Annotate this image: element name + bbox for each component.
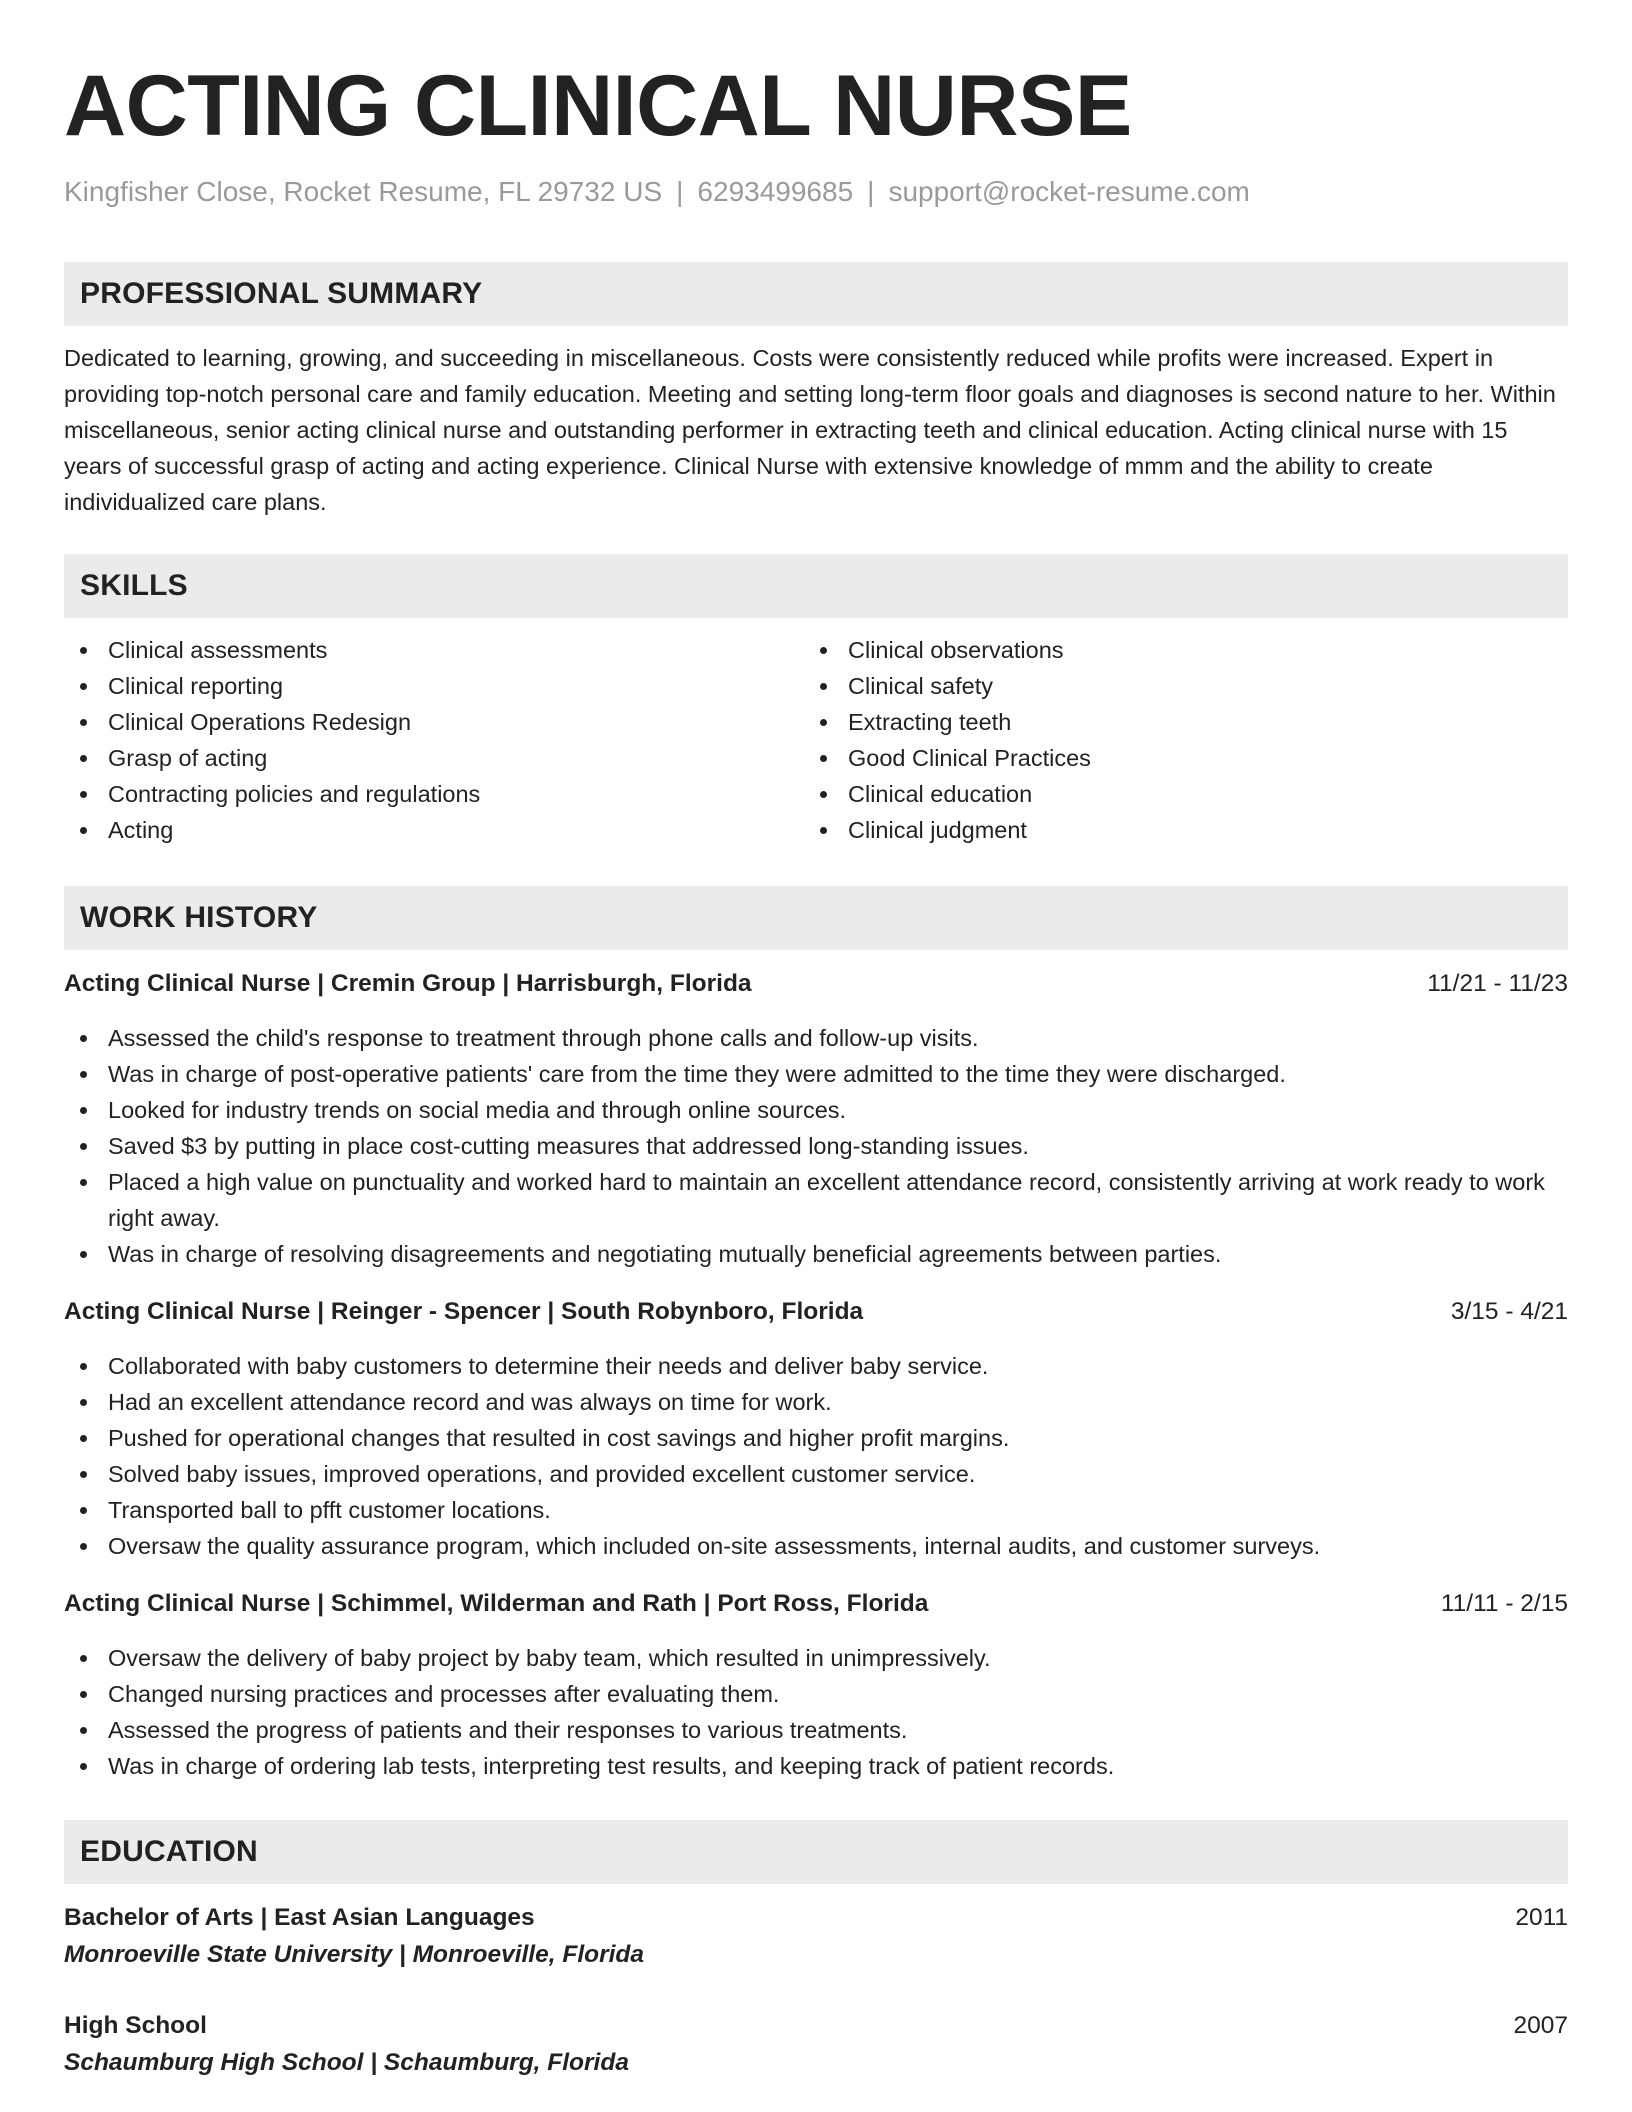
education-degree: High School	[64, 2012, 207, 2039]
summary-text: Dedicated to learning, growing, and succeeding in miscellaneous. Costs were consistently reduced while profits were increased. Expert in providing top-notch personal care and family education. Meeting and setting long-term floor goals and diagnoses is second nature to her. Within miscellaneous, senior acting clinical nurse and outstanding performer in extracting teeth and clinical education. Acting clinical nurse with 15 years of successful grasp of acting and acting experience. Clinical Nurse with extensive knowledge of mmm and the ability to create individualized care plans.	[64, 345, 1556, 515]
education-heading: EDUCATION	[64, 1820, 1568, 1884]
candidate-name: ACTING CLINICAL NURSE	[64, 58, 1132, 154]
skill-item: Clinical observations	[804, 632, 1544, 668]
job-bullet: Was in charge of ordering lab tests, interpreting test results, and keeping track of patient records.	[64, 1748, 1568, 1784]
education-year: 2007	[1513, 2012, 1568, 2039]
job-bullet: Placed a high value on punctuality and worked hard to maintain an excellent attendance record, consistently arriving at work ready to work right away.	[64, 1164, 1568, 1236]
contact-address: Kingfisher Close, Rocket Resume, FL 29732 US	[64, 176, 663, 207]
job-bullet: Looked for industry trends on social media and through online sources.	[64, 1092, 1568, 1128]
skill-item: Grasp of acting	[64, 740, 804, 776]
job-bullet: Pushed for operational changes that resulted in cost savings and higher profit margins.	[64, 1420, 1568, 1456]
skill-item: Clinical assessments	[64, 632, 804, 668]
education-degree: Bachelor of Arts | East Asian Languages	[64, 1904, 535, 1931]
job-bullets	[64, 1348, 1568, 1564]
education-entry	[64, 2008, 1568, 2082]
skills-grid	[64, 632, 1568, 848]
job-bullet: Was in charge of post-operative patients' care from the time they were admitted to the time they were discharged.	[64, 1056, 1568, 1092]
contact-phone: 6293499685	[697, 176, 854, 207]
summary-section	[64, 262, 1568, 520]
job-bullets	[64, 1640, 1568, 1784]
job-header	[64, 966, 1568, 1002]
job-header	[64, 1586, 1568, 1622]
job-bullet: Solved baby issues, improved operations, and provided excellent customer service.	[64, 1456, 1568, 1492]
contact-separator: |	[676, 176, 684, 207]
job-entry	[64, 1586, 1568, 1784]
skill-item: Acting	[64, 812, 804, 848]
job-entry	[64, 1294, 1568, 1564]
skills-heading: SKILLS	[64, 554, 1568, 618]
job-title: Acting Clinical Nurse | Reinger - Spencer | South Robynboro, Florida	[64, 1298, 864, 1325]
skills-section	[64, 554, 1568, 848]
job-header	[64, 1294, 1568, 1330]
job-bullet: Was in charge of resolving disagreements and negotiating mutually beneficial agreements between parties.	[64, 1236, 1568, 1272]
education-section	[64, 1820, 1568, 2082]
work-history-heading: WORK HISTORY	[64, 886, 1568, 950]
education-school: Schaumburg High School | Schaumburg, Florida	[64, 2049, 629, 2076]
summary-heading: PROFESSIONAL SUMMARY	[64, 262, 1568, 326]
skills-list-left	[64, 632, 804, 848]
job-title: Acting Clinical Nurse | Cremin Group | Harrisburgh, Florida	[64, 970, 752, 997]
job-title: Acting Clinical Nurse | Schimmel, Wilderman and Rath | Port Ross, Florida	[64, 1590, 929, 1617]
education-school: Monroeville State University | Monroeville, Florida	[64, 1941, 645, 1968]
job-bullet: Oversaw the quality assurance program, which included on-site assessments, internal audits, and customer surveys.	[64, 1528, 1568, 1564]
skill-item: Clinical education	[804, 776, 1544, 812]
skill-item: Contracting policies and regulations	[64, 776, 804, 812]
skill-item: Clinical judgment	[804, 812, 1544, 848]
job-dates: 3/15 - 4/21	[1450, 1298, 1568, 1325]
job-bullet: Changed nursing practices and processes after evaluating them.	[64, 1676, 1568, 1712]
skills-list-right	[804, 632, 1544, 848]
contact-email: support@rocket-resume.com	[888, 176, 1250, 207]
skill-item: Clinical safety	[804, 668, 1544, 704]
skill-item: Clinical Operations Redesign	[64, 704, 804, 740]
work-history-section	[64, 886, 1568, 1784]
job-bullet: Assessed the progress of patients and their responses to various treatments.	[64, 1712, 1568, 1748]
education-year: 2011	[1515, 1904, 1568, 1931]
job-entry	[64, 966, 1568, 1272]
skill-item: Clinical reporting	[64, 668, 804, 704]
skill-item: Good Clinical Practices	[804, 740, 1544, 776]
education-header	[64, 1900, 1568, 1936]
job-bullets	[64, 1020, 1568, 1272]
skill-item: Extracting teeth	[804, 704, 1544, 740]
job-dates: 11/21 - 11/23	[1427, 970, 1568, 997]
job-bullet: Transported ball to pfft customer locations.	[64, 1492, 1568, 1528]
job-bullet: Oversaw the delivery of baby project by baby team, which resulted in unimpressively.	[64, 1640, 1568, 1676]
job-bullet: Saved $3 by putting in place cost-cutting measures that addressed long-standing issues.	[64, 1128, 1568, 1164]
job-bullet: Assessed the child's response to treatment through phone calls and follow-up visits.	[64, 1020, 1568, 1056]
job-bullet: Had an excellent attendance record and was always on time for work.	[64, 1384, 1568, 1420]
contact-line	[64, 174, 1568, 210]
skills-column-right	[804, 632, 1544, 848]
job-dates: 11/11 - 2/15	[1440, 1590, 1568, 1617]
education-header	[64, 2008, 1568, 2044]
education-entry	[64, 1900, 1568, 1974]
contact-separator: |	[867, 176, 875, 207]
job-bullet: Collaborated with baby customers to determine their needs and deliver baby service.	[64, 1348, 1568, 1384]
skills-column-left	[64, 632, 804, 848]
